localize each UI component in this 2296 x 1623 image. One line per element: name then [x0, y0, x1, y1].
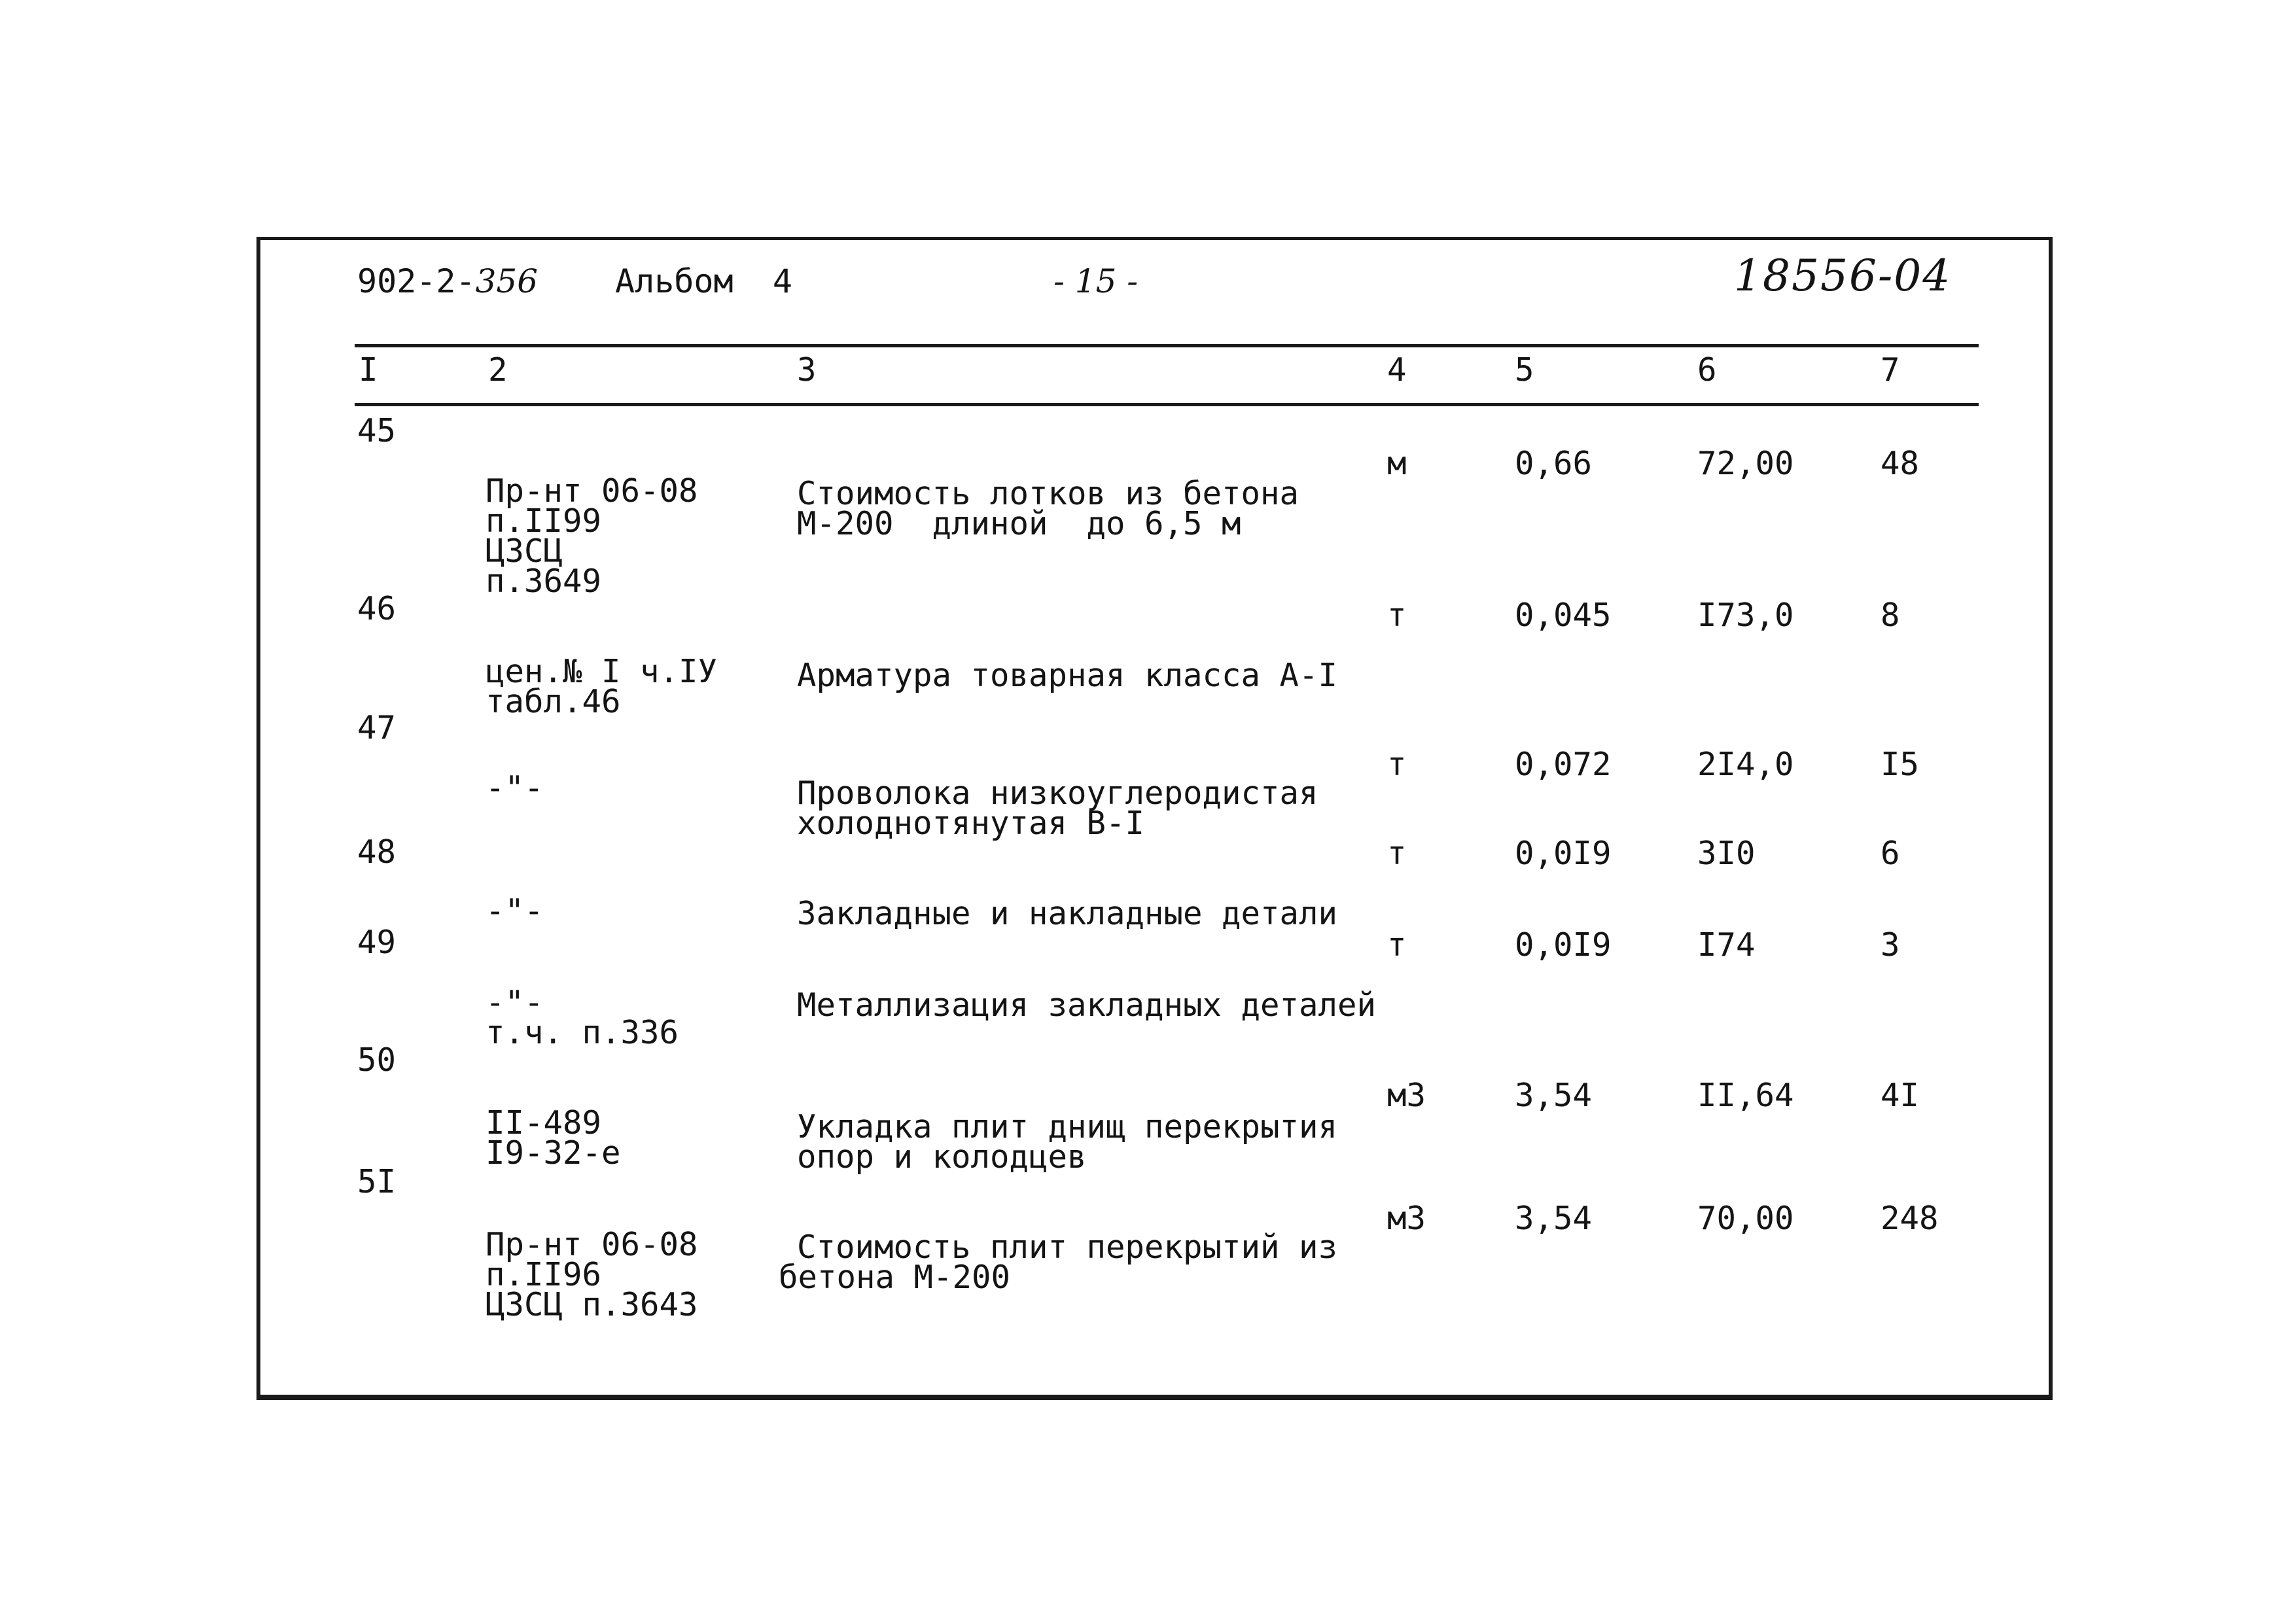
row-total: I5 — [1881, 746, 1920, 783]
col-header-5: 5 — [1515, 351, 1534, 389]
col-header-3: 3 — [797, 351, 817, 389]
row-price: I73,0 — [1697, 597, 1794, 634]
row-description: Арматура товарная класса А-I — [797, 657, 1338, 694]
row-quantity: 0,66 — [1515, 445, 1593, 482]
row-unit: т — [1387, 926, 1407, 964]
row-number: 48 — [357, 833, 397, 871]
row-number: 50 — [357, 1041, 397, 1079]
row-quantity: 0,0I9 — [1515, 835, 1612, 872]
doc-code: 902-2-356 — [357, 262, 539, 300]
row-total: 248 — [1881, 1200, 1939, 1237]
row-unit: м3 — [1387, 1077, 1426, 1114]
row-unit: т — [1387, 746, 1407, 783]
table-header-rule — [355, 403, 1979, 406]
row-source: цен.№ I ч.IУ табл.46 — [486, 653, 718, 720]
row-total: 6 — [1881, 835, 1900, 872]
row-description: Укладка плит днищ перекрытия опор и колодцев — [797, 1108, 1338, 1176]
row-unit: т — [1387, 597, 1407, 634]
row-source: -"- — [486, 892, 544, 930]
table-top-rule — [355, 344, 1979, 347]
row-description: Металлизация закладных деталей — [797, 986, 1377, 1024]
row-quantity: 0,072 — [1515, 746, 1612, 783]
row-description: Стоимость лотков из бетона М-200 длиной до 6,5 м — [797, 475, 1299, 542]
col-header-2: 2 — [488, 351, 508, 389]
row-price: 70,00 — [1697, 1200, 1794, 1237]
row-unit: т — [1387, 835, 1407, 872]
row-price: II,64 — [1697, 1077, 1794, 1114]
row-number: 5I — [357, 1163, 397, 1200]
row-number: 46 — [357, 590, 397, 627]
col-header-4: 4 — [1387, 351, 1407, 389]
row-unit: м — [1387, 445, 1407, 482]
row-total: 3 — [1881, 926, 1900, 964]
row-price: 72,00 — [1697, 445, 1794, 482]
row-source: -"- — [486, 769, 544, 807]
row-source: Пр-нт 06-08 п.II99 ЦЗСЦ п.3649 — [486, 472, 698, 600]
row-price: I74 — [1697, 926, 1756, 964]
row-source: -"- т.ч. п.336 — [486, 984, 679, 1051]
row-number: 45 — [357, 412, 397, 449]
page-number: - 15 - — [1053, 262, 1139, 300]
row-description: Проволока низкоуглеродистая холоднотянутая В-I — [797, 775, 1318, 842]
row-quantity: 0,0I9 — [1515, 926, 1612, 964]
row-total: 4I — [1881, 1077, 1920, 1114]
row-total: 48 — [1881, 445, 1920, 482]
row-unit: м3 — [1387, 1200, 1426, 1237]
row-source: Пр-нт 06-08 п.II96 ЦЗСЦ п.3643 — [486, 1226, 698, 1323]
row-description: Закладные и накладные детали — [797, 895, 1338, 932]
col-header-6: 6 — [1697, 351, 1717, 389]
album-label: Альбом 4 — [615, 262, 792, 300]
col-header-7: 7 — [1881, 351, 1900, 389]
row-price: 2I4,0 — [1697, 746, 1794, 783]
row-price: 3I0 — [1697, 835, 1756, 872]
col-header-1: I — [359, 351, 378, 389]
row-quantity: 3,54 — [1515, 1200, 1593, 1237]
row-description: Стоимость плит перекрытий из бетона М-200 — [779, 1229, 1338, 1296]
row-quantity: 3,54 — [1515, 1077, 1593, 1114]
row-number: 47 — [357, 709, 397, 746]
row-number: 49 — [357, 924, 397, 961]
row-quantity: 0,045 — [1515, 597, 1612, 634]
row-source: II-489 I9-32-е — [486, 1104, 621, 1172]
archive-stamp: 18556-04 — [1734, 251, 1952, 301]
row-total: 8 — [1881, 597, 1900, 634]
